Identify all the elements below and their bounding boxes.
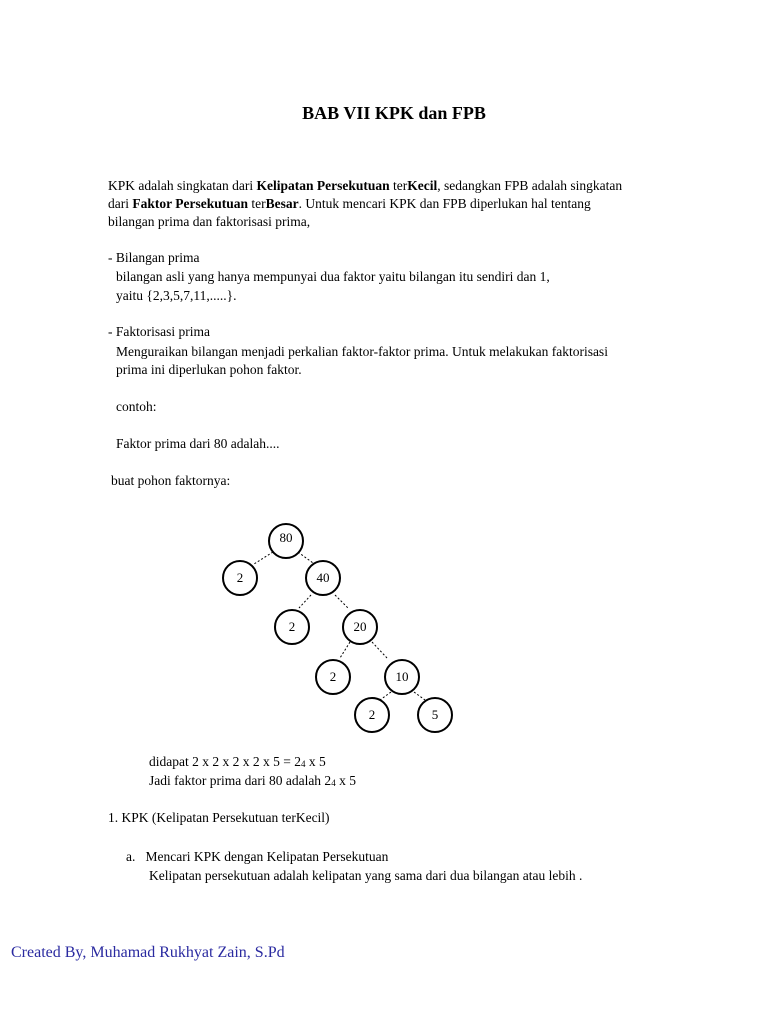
buat-pohon-label: buat pohon faktornya:: [111, 473, 231, 488]
intro-line-3: bilangan prima dan faktorisasi prima,: [108, 214, 311, 229]
exponent: 4: [300, 759, 306, 769]
tree-edge: [414, 692, 425, 700]
tree-edge: [380, 692, 391, 700]
tree-edge: [299, 595, 311, 608]
bilangan-prima-line-2: yaitu {2,3,5,7,11,.....}.: [116, 288, 237, 303]
tree-node-2-label: 2: [329, 669, 337, 684]
faktorisasi-heading: - Faktorisasi prima: [108, 324, 210, 339]
intro-text: ter: [389, 178, 408, 193]
intro-bold-term: Faktor Persekutuan: [132, 196, 249, 211]
result-text: Jadi faktor prima dari 80 adalah 2: [149, 773, 332, 788]
tree-node-2-label: 2: [368, 707, 376, 722]
kpk-definition: Kelipatan persekutuan adalah kelipatan yang sama dari dua bilangan atau lebih .: [149, 868, 583, 883]
tree-node-40-label: 40: [316, 570, 330, 585]
tree-edge: [340, 642, 350, 658]
contoh-label: contoh:: [116, 399, 157, 414]
faktorisasi-line-2: prima ini diperlukan pohon faktor.: [116, 362, 302, 377]
example-question: Faktor prima dari 80 adalah....: [116, 436, 280, 451]
tree-edge: [254, 552, 273, 564]
bilangan-prima-heading: - Bilangan prima: [108, 250, 200, 265]
intro-text: . Untuk mencari KPK dan FPB diperlukan hal tentang: [298, 196, 591, 211]
intro-bold-term: Besar: [265, 196, 299, 211]
tree-node-2-label: 2: [288, 619, 296, 634]
exponent: 4: [331, 778, 336, 788]
result-text: x 5: [335, 773, 356, 788]
footer-credit: Created By, Muhamad Rukhyat Zain, S.Pd: [11, 944, 285, 961]
tree-edge: [372, 642, 387, 658]
intro-text: KPK adalah singkatan dari: [108, 178, 257, 193]
kpk-subheading-a: a. Mencari KPK dengan Kelipatan Persekutuan: [126, 849, 389, 864]
intro-text: dari: [108, 196, 133, 211]
tree-node-80-label: 80: [279, 530, 293, 545]
tree-edge: [298, 552, 313, 563]
faktorisasi-line-1: Menguraikan bilangan menjadi perkalian faktor-faktor prima. Untuk melakukan faktorisasi: [116, 344, 608, 359]
tree-node-5-label: 5: [431, 707, 439, 722]
tree-node-10-label: 10: [395, 669, 409, 684]
tree-edge: [335, 595, 348, 608]
intro-bold-term: Kelipatan Persekutuan: [256, 178, 390, 193]
intro-text: , sedangkan FPB adalah singkatan: [437, 178, 623, 193]
kpk-heading: 1. KPK (Kelipatan Persekutuan terKecil): [108, 810, 330, 825]
tree-node-20-label: 20: [353, 619, 367, 634]
result-text: didapat 2 x 2 x 2 x 2 x 5 = 2: [149, 754, 301, 769]
tree-node-2-label: 2: [236, 570, 244, 585]
bilangan-prima-line-1: bilangan asli yang hanya mempunyai dua faktor yaitu bilangan itu sendiri dan 1,: [116, 269, 550, 284]
intro-text: ter: [248, 196, 266, 211]
page-title: BAB VII KPK dan FPB: [302, 103, 486, 123]
intro-bold-term: Kecil: [407, 178, 438, 193]
result-line-2: [149, 771, 356, 793]
result-text: x 5: [305, 754, 326, 769]
